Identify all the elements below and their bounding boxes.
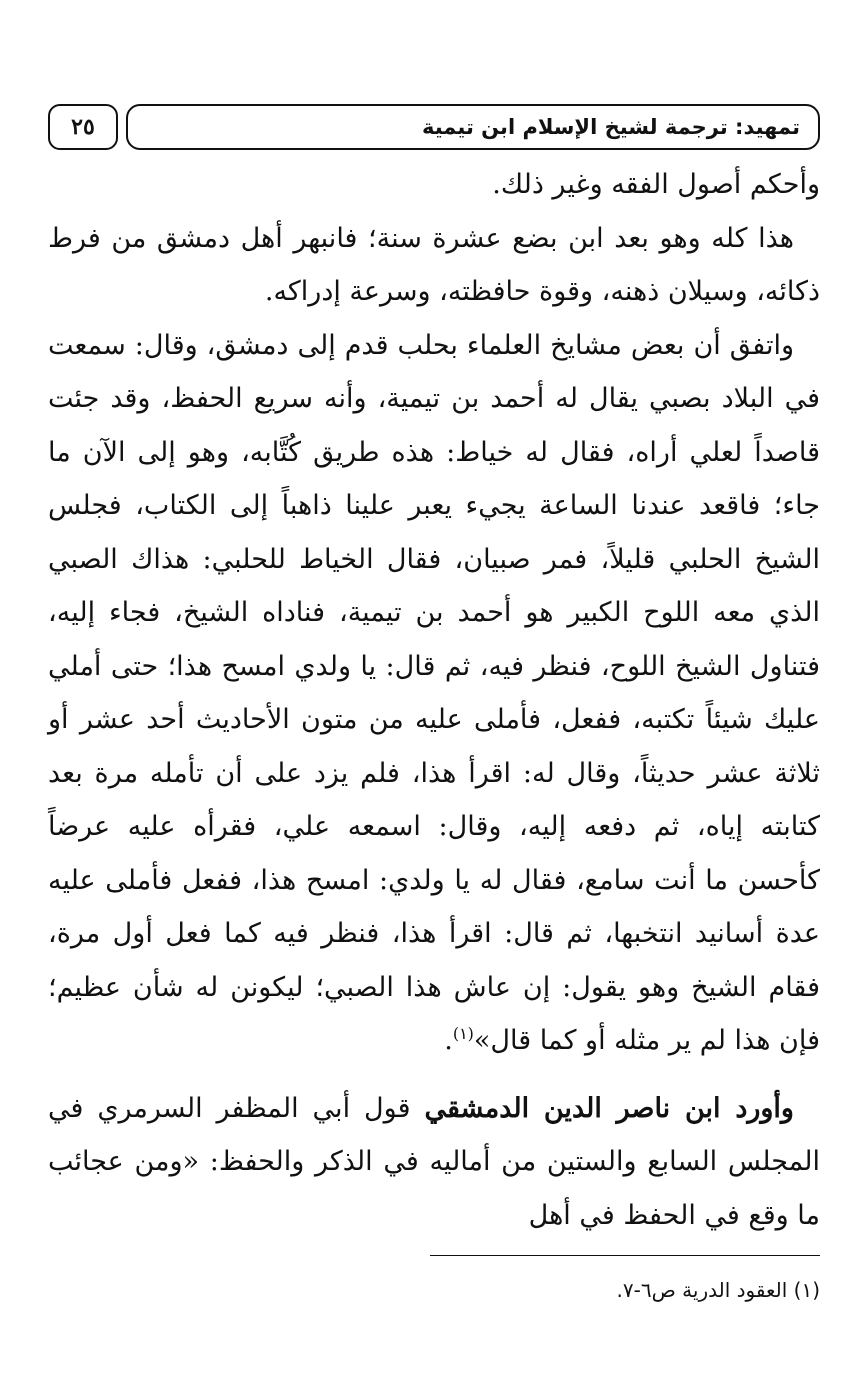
paragraph-4 [48, 1082, 820, 1243]
page-header [48, 104, 820, 152]
running-title: تمهيد: ترجمة لشيخ الإسلام ابن تيمية [126, 104, 820, 150]
footnote-divider [430, 1255, 820, 1256]
page-number: ٢٥ [48, 104, 118, 150]
paragraph-4-text: قول أبي المظفر السرمري في المجلس السابع والستين من أماليه في الذكر والحفظ: «ومن عجائب ما وقع في الحفظ في أهل [48, 1092, 820, 1231]
paragraph-3-end: . [444, 1025, 453, 1056]
paragraph-4-bold: وأورد ابن ناصر الدين الدمشقي [424, 1092, 794, 1124]
paragraph-1: وأحكم أصول الفقه وغير ذلك. [492, 169, 820, 200]
footnote: (١) العقود الدرية ص٦-٧. [616, 1278, 820, 1302]
paragraph-2: هذا كله وهو بعد ابن بضع عشرة سنة؛ فانبهر أهل دمشق من فرط ذكائه، وسيلان ذهنه، وقوة حافظته، وسرعة إدراكه. [48, 222, 820, 307]
footnote-reference: (١) [452, 1024, 474, 1043]
paragraph-3-text: واتفق أن بعض مشايخ العلماء بحلب قدم إلى دمشق، وقال: سمعت في البلاد بصبي يقال له أحمد بن تيمية، وأنه سريع الحفظ، وقد جئت قاصداً لعلي أراه، فقال له خياط: هذه طريق كُتَّابه، وهو إلى الآن ما جاء؛ فاقعد عندنا الساعة يجيء يعبر علينا ذاهباً إلى الكتاب، فجلس الشيخ الحلبي قليلاً، فمر صبيان، فقال الخياط للحلبي: هذاك الصبي الذي معه اللوح الكبير هو أحمد بن تيمية، فناداه الشيخ، فجاء إليه، فتناول الشيخ اللوح، فنظر فيه، ثم قال: يا ولدي امسح هذا؛ حتى أملي عليك شيئاً تكتبه، ففعل، فأملى عليه من متون الأحاديث أحد عشر أو ثلاثة عشر حديثاً، وقال له: اقرأ هذا، فلم يزد على أن تأمله مرة بعد كتابته إياه، ثم دفعه إليه، وقال: اسمعه علي، فقرأه عليه عرضاً كأحسن ما أنت سامع، فقال له يا ولدي: امسح هذا، ففعل فأملى عليه عدة أسانيد انتخبها، ثم قال: اقرأ هذا، فنظر فيه كما فعل أول مرة، فقام الشيخ وهو يقول: إن عاش هذا الصبي؛ ليكونن له شأن عظيم؛ فإن هذا لم ير مثله أو كما قال» [48, 329, 820, 1056]
main-text [48, 158, 820, 1242]
paragraph-3 [48, 319, 820, 1068]
